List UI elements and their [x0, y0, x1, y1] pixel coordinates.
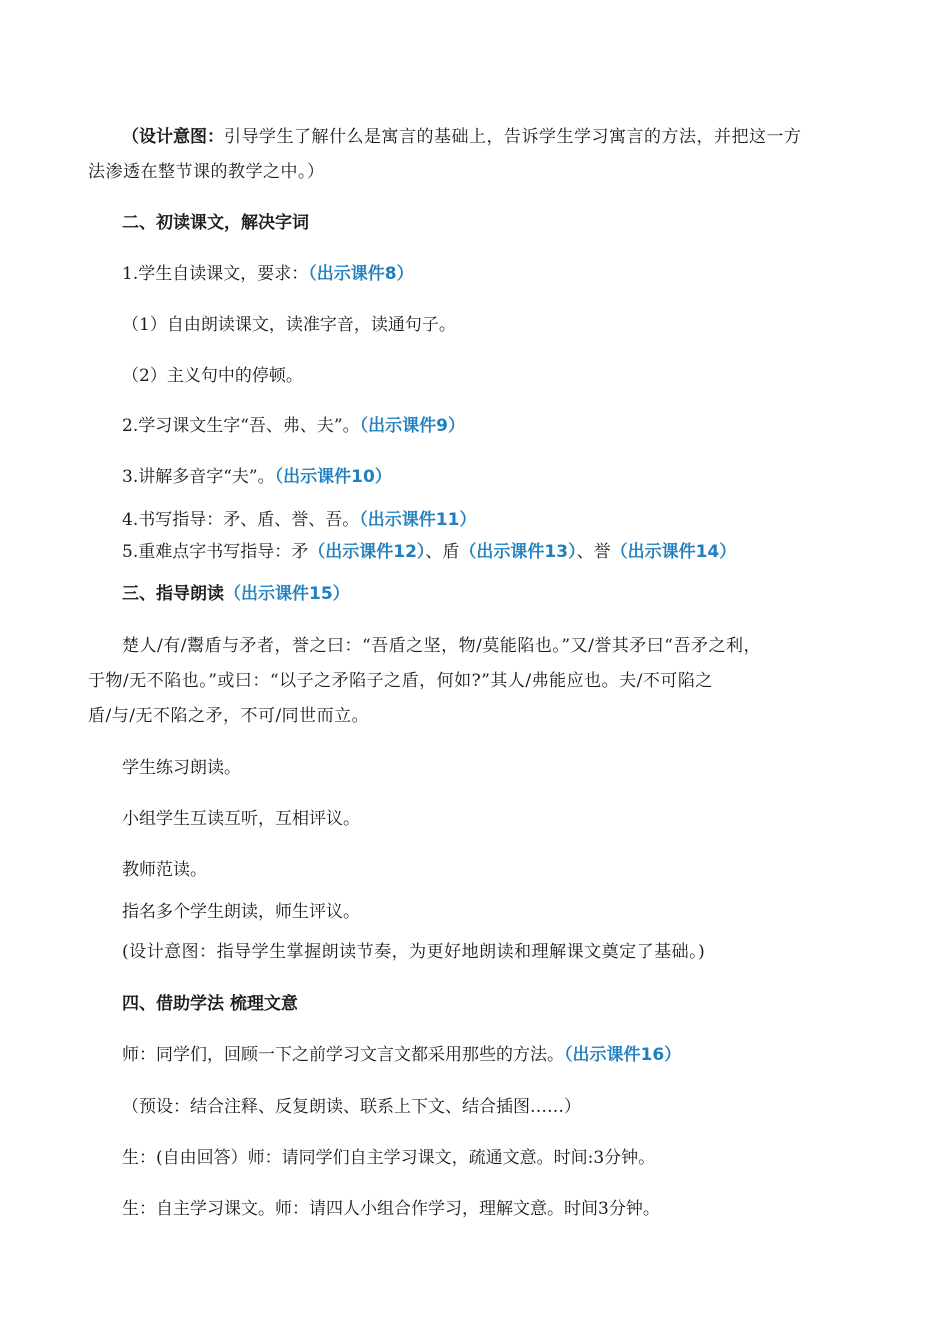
- courseware-link-11[interactable]: （出示课件11）: [359, 510, 477, 530]
- section3-para-4: 指名多个学生朗读，师生评议。: [122, 902, 360, 922]
- item-text: 、盾: [425, 542, 460, 562]
- section2-sub-1: （1）自由朗读课文，读准字音，读通句子。: [122, 315, 456, 335]
- section-heading-3-text: 三、指导朗读: [122, 584, 224, 604]
- design-intent-line-2: 法渗透在整节课的教学之中。）: [88, 162, 325, 182]
- courseware-link-15[interactable]: （出示课件15）: [224, 584, 350, 604]
- design-intent-line-1: [122, 125, 802, 149]
- design-intent-text: 引导学生了解什么是寓言的基础上，告诉学生学习寓言的方法，并把这一方: [224, 127, 802, 147]
- section3-para-1: 学生练习朗读。: [122, 758, 241, 778]
- courseware-link-12[interactable]: （出示课件12）: [308, 542, 426, 562]
- section2-sub-2: （2）主义句中的停顿。: [122, 366, 303, 386]
- item-text: 4.书写指导：矛、盾、誉、吾。: [122, 510, 360, 530]
- passage-line-3: 盾/与/无不陷之矛，不可/同世而立。: [88, 706, 370, 726]
- courseware-link-8[interactable]: （出示课件8）: [308, 264, 414, 284]
- item-text: 3.讲解多音字“夫”。: [122, 467, 275, 487]
- para-text: 师：同学们，回顾一下之前学习文言文都采用那些的方法。: [122, 1045, 564, 1065]
- courseware-link-13[interactable]: （出示课件13）: [459, 542, 577, 562]
- courseware-link-9[interactable]: （出示课件9）: [359, 416, 465, 436]
- design-intent-label: 设计意图：: [139, 127, 224, 147]
- item-text: 1.学生自读课文，要求：: [122, 264, 309, 284]
- courseware-link-10[interactable]: （出示课件10）: [274, 467, 392, 487]
- section4-para-1: [122, 1043, 681, 1067]
- design-intent-open: （: [122, 127, 139, 147]
- section-heading-4: 四、借助学法 梳理文意: [122, 994, 298, 1014]
- section-heading-3: [122, 582, 350, 606]
- item-text: 5.重难点字书写指导：矛: [122, 542, 309, 562]
- section4-para-2: （预设：结合注释、反复朗读、联系上下文、结合插图……）: [122, 1097, 581, 1117]
- section2-item-4: [122, 508, 476, 532]
- section4-para-4: 生：自主学习课文。师：请四人小组合作学习，理解文意。时间3分钟。: [122, 1199, 660, 1219]
- section2-item-2: [122, 414, 465, 438]
- courseware-link-14[interactable]: （出示课件14）: [610, 542, 737, 562]
- section3-para-2: 小组学生互读互听，互相评议。: [122, 809, 360, 829]
- section3-para-3: 教师范读。: [122, 860, 207, 880]
- section2-item-3: [122, 465, 392, 489]
- section2-item-1: [122, 262, 414, 286]
- passage-line-1: 楚人/有/鬻盾与矛者，誉之曰：“吾盾之坚，物/莫能陷也。”又/誉其矛曰“吾矛之利，: [122, 636, 761, 656]
- courseware-link-16[interactable]: （出示课件16）: [564, 1045, 682, 1065]
- section2-item-5: [122, 540, 736, 564]
- section4-para-3: 生：(自由回答）师：请同学们自主学习课文，疏通文意。时间:3分钟。: [122, 1148, 656, 1168]
- item-text: 、誉: [576, 542, 611, 562]
- passage-line-2: 于物/无不陷也。”或曰：“以子之矛陷子之盾，何如?”其人/弗能应也。夫/不可陷之: [88, 671, 713, 691]
- section3-design-intent: (设计意图：指导学生掌握朗读节奏，为更好地朗读和理解课文奠定了基础。): [122, 942, 706, 962]
- section-heading-2: 二、初读课文，解决字词: [122, 213, 309, 233]
- item-text: 2.学习课文生字“吾、弗、夫”。: [122, 416, 360, 436]
